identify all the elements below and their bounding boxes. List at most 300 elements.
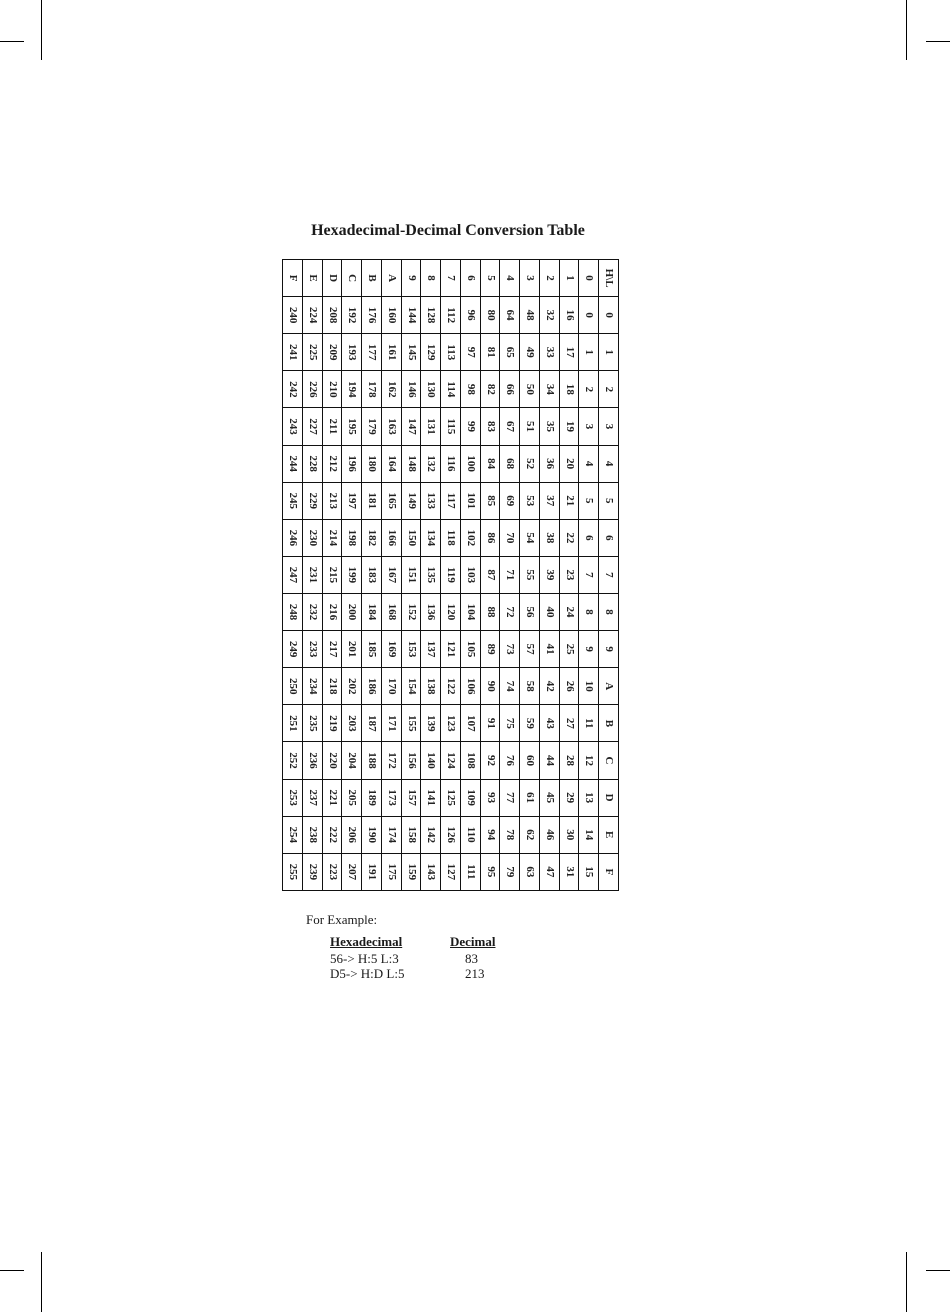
table-cell: 251 bbox=[283, 705, 303, 742]
table-cell: 122 bbox=[441, 668, 461, 705]
table-cell: 114 bbox=[441, 371, 461, 408]
table-cell: 108 bbox=[461, 742, 481, 779]
table-cell: 95 bbox=[480, 853, 500, 890]
table-cell: 73 bbox=[500, 631, 520, 668]
table-cell: 128 bbox=[421, 297, 441, 334]
row-header-cell: 1 bbox=[559, 260, 579, 297]
table-cell: 160 bbox=[382, 297, 402, 334]
col-header-cell: 8 bbox=[599, 593, 619, 630]
table-cell: 82 bbox=[480, 371, 500, 408]
table-cell: 30 bbox=[559, 816, 579, 853]
table-cell: 58 bbox=[520, 668, 540, 705]
table-cell: 245 bbox=[283, 482, 303, 519]
table-cell: 64 bbox=[500, 297, 520, 334]
table-cell: 10 bbox=[579, 668, 599, 705]
row-header-cell: C bbox=[342, 260, 362, 297]
table-cell: 144 bbox=[401, 297, 421, 334]
table-cell: 69 bbox=[500, 482, 520, 519]
table-cell: 174 bbox=[382, 816, 402, 853]
table-cell: 136 bbox=[421, 593, 441, 630]
table-cell: 23 bbox=[559, 556, 579, 593]
table-cell: 52 bbox=[520, 445, 540, 482]
table-cell: 255 bbox=[283, 853, 303, 890]
table-cell: 230 bbox=[303, 519, 323, 556]
table-cell: 45 bbox=[540, 779, 560, 816]
table-cell: 184 bbox=[362, 593, 382, 630]
table-cell: 49 bbox=[520, 334, 540, 371]
table-cell: 203 bbox=[342, 705, 362, 742]
row-header-cell: 8 bbox=[421, 260, 441, 297]
table-cell: 118 bbox=[441, 519, 461, 556]
table-cell: 220 bbox=[322, 742, 342, 779]
table-cell: 72 bbox=[500, 593, 520, 630]
table-cell: 167 bbox=[382, 556, 402, 593]
table-row bbox=[421, 260, 441, 891]
table-corner-cell: H\L bbox=[599, 260, 619, 297]
col-header-cell: 7 bbox=[599, 556, 619, 593]
table-cell: 109 bbox=[461, 779, 481, 816]
table-cell: 149 bbox=[401, 482, 421, 519]
example-dec-value: 213 bbox=[465, 966, 485, 981]
table-cell: 175 bbox=[382, 853, 402, 890]
table-cell: 222 bbox=[322, 816, 342, 853]
table-cell: 17 bbox=[559, 334, 579, 371]
row-header-cell: A bbox=[382, 260, 402, 297]
table-row bbox=[500, 260, 520, 891]
table-cell: 115 bbox=[441, 408, 461, 445]
table-cell: 197 bbox=[342, 482, 362, 519]
table-cell: 104 bbox=[461, 593, 481, 630]
table-cell: 111 bbox=[461, 853, 481, 890]
table-cell: 151 bbox=[401, 556, 421, 593]
table-cell: 157 bbox=[401, 779, 421, 816]
table-cell: 246 bbox=[283, 519, 303, 556]
table-cell: 61 bbox=[520, 779, 540, 816]
table-cell: 201 bbox=[342, 631, 362, 668]
table-cell: 102 bbox=[461, 519, 481, 556]
table-cell: 232 bbox=[303, 593, 323, 630]
page-title: Hexadecimal-Decimal Conversion Table bbox=[311, 222, 585, 239]
table-cell: 153 bbox=[401, 631, 421, 668]
table-cell: 113 bbox=[441, 334, 461, 371]
table-cell: 75 bbox=[500, 705, 520, 742]
table-cell: 231 bbox=[303, 556, 323, 593]
example-hex-column bbox=[330, 934, 405, 981]
table-cell: 193 bbox=[342, 334, 362, 371]
example-dec-column bbox=[450, 934, 495, 981]
table-cell: 134 bbox=[421, 519, 441, 556]
table-cell: 124 bbox=[441, 742, 461, 779]
table-cell: 137 bbox=[421, 631, 441, 668]
crop-mark bbox=[0, 41, 24, 42]
table-cell: 18 bbox=[559, 371, 579, 408]
row-header-cell: F bbox=[283, 260, 303, 297]
table-cell: 87 bbox=[480, 556, 500, 593]
table-cell: 48 bbox=[520, 297, 540, 334]
conversion-table bbox=[282, 259, 619, 891]
table-cell: 16 bbox=[559, 297, 579, 334]
table-cell: 146 bbox=[401, 371, 421, 408]
table-cell: 8 bbox=[579, 593, 599, 630]
table-cell: 172 bbox=[382, 742, 402, 779]
table-cell: 133 bbox=[421, 482, 441, 519]
col-header-cell: B bbox=[599, 705, 619, 742]
col-header-cell: 0 bbox=[599, 297, 619, 334]
table-cell: 235 bbox=[303, 705, 323, 742]
table-cell: 179 bbox=[362, 408, 382, 445]
table-cell: 99 bbox=[461, 408, 481, 445]
table-cell: 221 bbox=[322, 779, 342, 816]
table-cell: 154 bbox=[401, 668, 421, 705]
table-cell: 42 bbox=[540, 668, 560, 705]
table-cell: 41 bbox=[540, 631, 560, 668]
table-cell: 169 bbox=[382, 631, 402, 668]
table-cell: 2 bbox=[579, 371, 599, 408]
table-cell: 26 bbox=[559, 668, 579, 705]
table-cell: 5 bbox=[579, 482, 599, 519]
table-row bbox=[283, 260, 303, 891]
table-cell: 103 bbox=[461, 556, 481, 593]
table-cell: 135 bbox=[421, 556, 441, 593]
table-cell: 143 bbox=[421, 853, 441, 890]
table-cell: 46 bbox=[540, 816, 560, 853]
crop-mark bbox=[906, 1252, 907, 1312]
table-cell: 215 bbox=[322, 556, 342, 593]
table-cell: 50 bbox=[520, 371, 540, 408]
table-cell: 147 bbox=[401, 408, 421, 445]
table-cell: 110 bbox=[461, 816, 481, 853]
table-cell: 210 bbox=[322, 371, 342, 408]
table-cell: 138 bbox=[421, 668, 441, 705]
table-cell: 242 bbox=[283, 371, 303, 408]
table-cell: 158 bbox=[401, 816, 421, 853]
table-row bbox=[480, 260, 500, 891]
table-cell: 177 bbox=[362, 334, 382, 371]
table-cell: 126 bbox=[441, 816, 461, 853]
table-cell: 252 bbox=[283, 742, 303, 779]
table-cell: 12 bbox=[579, 742, 599, 779]
example-dec-header: Decimal bbox=[450, 934, 496, 949]
col-header-cell: 4 bbox=[599, 445, 619, 482]
crop-mark bbox=[906, 0, 907, 60]
table-cell: 92 bbox=[480, 742, 500, 779]
table-row bbox=[579, 260, 599, 891]
table-row bbox=[303, 260, 323, 891]
table-row bbox=[559, 260, 579, 891]
table-cell: 106 bbox=[461, 668, 481, 705]
col-header-cell: 6 bbox=[599, 519, 619, 556]
table-cell: 15 bbox=[579, 853, 599, 890]
table-cell: 241 bbox=[283, 334, 303, 371]
table-header-row bbox=[599, 260, 619, 891]
table-cell: 117 bbox=[441, 482, 461, 519]
row-header-cell: D bbox=[322, 260, 342, 297]
table-cell: 90 bbox=[480, 668, 500, 705]
table-row bbox=[520, 260, 540, 891]
table-row bbox=[382, 260, 402, 891]
table-cell: 205 bbox=[342, 779, 362, 816]
table-cell: 176 bbox=[362, 297, 382, 334]
table-cell: 39 bbox=[540, 556, 560, 593]
table-cell: 3 bbox=[579, 408, 599, 445]
table-cell: 6 bbox=[579, 519, 599, 556]
table-cell: 196 bbox=[342, 445, 362, 482]
table-cell: 249 bbox=[283, 631, 303, 668]
row-header-cell: 5 bbox=[480, 260, 500, 297]
table-cell: 63 bbox=[520, 853, 540, 890]
table-cell: 91 bbox=[480, 705, 500, 742]
table-row bbox=[342, 260, 362, 891]
example-label: For Example: bbox=[306, 912, 378, 927]
table-cell: 74 bbox=[500, 668, 520, 705]
table-cell: 209 bbox=[322, 334, 342, 371]
table-cell: 20 bbox=[559, 445, 579, 482]
table-cell: 119 bbox=[441, 556, 461, 593]
table-cell: 155 bbox=[401, 705, 421, 742]
table-cell: 38 bbox=[540, 519, 560, 556]
table-cell: 150 bbox=[401, 519, 421, 556]
table-cell: 198 bbox=[342, 519, 362, 556]
table-cell: 247 bbox=[283, 556, 303, 593]
table-cell: 140 bbox=[421, 742, 441, 779]
table-cell: 178 bbox=[362, 371, 382, 408]
table-cell: 127 bbox=[441, 853, 461, 890]
table-cell: 217 bbox=[322, 631, 342, 668]
row-header-cell: 2 bbox=[540, 260, 560, 297]
table-cell: 181 bbox=[362, 482, 382, 519]
table-cell: 24 bbox=[559, 593, 579, 630]
table-row bbox=[322, 260, 342, 891]
table-cell: 0 bbox=[579, 297, 599, 334]
table-row bbox=[441, 260, 461, 891]
col-header-cell: D bbox=[599, 779, 619, 816]
table-cell: 173 bbox=[382, 779, 402, 816]
table-cell: 84 bbox=[480, 445, 500, 482]
table-cell: 94 bbox=[480, 816, 500, 853]
table-cell: 100 bbox=[461, 445, 481, 482]
table-cell: 254 bbox=[283, 816, 303, 853]
table-cell: 105 bbox=[461, 631, 481, 668]
table-cell: 77 bbox=[500, 779, 520, 816]
col-header-cell: E bbox=[599, 816, 619, 853]
table-cell: 194 bbox=[342, 371, 362, 408]
table-cell: 142 bbox=[421, 816, 441, 853]
table-cell: 202 bbox=[342, 668, 362, 705]
table-cell: 161 bbox=[382, 334, 402, 371]
table-cell: 9 bbox=[579, 631, 599, 668]
crop-mark bbox=[41, 0, 42, 60]
table-cell: 192 bbox=[342, 297, 362, 334]
row-header-cell: 0 bbox=[579, 260, 599, 297]
table-cell: 244 bbox=[283, 445, 303, 482]
table-cell: 182 bbox=[362, 519, 382, 556]
table-cell: 67 bbox=[500, 408, 520, 445]
table-cell: 206 bbox=[342, 816, 362, 853]
col-header-cell: F bbox=[599, 853, 619, 890]
table-cell: 54 bbox=[520, 519, 540, 556]
table-cell: 55 bbox=[520, 556, 540, 593]
table-cell: 227 bbox=[303, 408, 323, 445]
table-cell: 40 bbox=[540, 593, 560, 630]
table-cell: 183 bbox=[362, 556, 382, 593]
table-cell: 148 bbox=[401, 445, 421, 482]
table-cell: 33 bbox=[540, 334, 560, 371]
table-cell: 145 bbox=[401, 334, 421, 371]
table-cell: 239 bbox=[303, 853, 323, 890]
row-header-cell: 7 bbox=[441, 260, 461, 297]
example-hex-value: D5-> H:D L:5 bbox=[330, 966, 405, 981]
table-cell: 229 bbox=[303, 482, 323, 519]
table-cell: 188 bbox=[362, 742, 382, 779]
table-cell: 163 bbox=[382, 408, 402, 445]
table-cell: 112 bbox=[441, 297, 461, 334]
table-cell: 190 bbox=[362, 816, 382, 853]
table-cell: 219 bbox=[322, 705, 342, 742]
table-cell: 199 bbox=[342, 556, 362, 593]
table-cell: 156 bbox=[401, 742, 421, 779]
col-header-cell: A bbox=[599, 668, 619, 705]
table-cell: 97 bbox=[461, 334, 481, 371]
table-cell: 224 bbox=[303, 297, 323, 334]
col-header-cell: 5 bbox=[599, 482, 619, 519]
table-cell: 125 bbox=[441, 779, 461, 816]
table-cell: 213 bbox=[322, 482, 342, 519]
table-cell: 44 bbox=[540, 742, 560, 779]
table-cell: 29 bbox=[559, 779, 579, 816]
table-cell: 218 bbox=[322, 668, 342, 705]
table-cell: 56 bbox=[520, 593, 540, 630]
table-cell: 216 bbox=[322, 593, 342, 630]
table-cell: 171 bbox=[382, 705, 402, 742]
table-cell: 186 bbox=[362, 668, 382, 705]
table-cell: 236 bbox=[303, 742, 323, 779]
table-cell: 62 bbox=[520, 816, 540, 853]
table-cell: 14 bbox=[579, 816, 599, 853]
table-cell: 191 bbox=[362, 853, 382, 890]
table-cell: 120 bbox=[441, 593, 461, 630]
table-cell: 240 bbox=[283, 297, 303, 334]
table-cell: 139 bbox=[421, 705, 441, 742]
table-cell: 101 bbox=[461, 482, 481, 519]
table-cell: 22 bbox=[559, 519, 579, 556]
table-cell: 165 bbox=[382, 482, 402, 519]
table-cell: 37 bbox=[540, 482, 560, 519]
table-cell: 243 bbox=[283, 408, 303, 445]
table-cell: 226 bbox=[303, 371, 323, 408]
table-cell: 185 bbox=[362, 631, 382, 668]
table-cell: 79 bbox=[500, 853, 520, 890]
table-cell: 129 bbox=[421, 334, 441, 371]
table-cell: 141 bbox=[421, 779, 441, 816]
table-cell: 34 bbox=[540, 371, 560, 408]
table-cell: 76 bbox=[500, 742, 520, 779]
row-header-cell: 6 bbox=[461, 260, 481, 297]
col-header-cell: C bbox=[599, 742, 619, 779]
table-cell: 225 bbox=[303, 334, 323, 371]
table-cell: 159 bbox=[401, 853, 421, 890]
table-row bbox=[540, 260, 560, 891]
table-cell: 166 bbox=[382, 519, 402, 556]
table-cell: 81 bbox=[480, 334, 500, 371]
row-header-cell: 4 bbox=[500, 260, 520, 297]
table-cell: 121 bbox=[441, 631, 461, 668]
table-cell: 53 bbox=[520, 482, 540, 519]
table-cell: 164 bbox=[382, 445, 402, 482]
table-cell: 71 bbox=[500, 556, 520, 593]
col-header-cell: 1 bbox=[599, 334, 619, 371]
table-row bbox=[401, 260, 421, 891]
table-cell: 88 bbox=[480, 593, 500, 630]
table-cell: 107 bbox=[461, 705, 481, 742]
table-cell: 187 bbox=[362, 705, 382, 742]
table-cell: 132 bbox=[421, 445, 441, 482]
row-header-cell: E bbox=[303, 260, 323, 297]
table-cell: 7 bbox=[579, 556, 599, 593]
table-cell: 70 bbox=[500, 519, 520, 556]
crop-mark bbox=[0, 1270, 24, 1271]
table-cell: 253 bbox=[283, 779, 303, 816]
table-cell: 43 bbox=[540, 705, 560, 742]
table-cell: 27 bbox=[559, 705, 579, 742]
table-cell: 238 bbox=[303, 816, 323, 853]
table-cell: 168 bbox=[382, 593, 402, 630]
table-cell: 237 bbox=[303, 779, 323, 816]
table-cell: 59 bbox=[520, 705, 540, 742]
table-cell: 32 bbox=[540, 297, 560, 334]
table-cell: 162 bbox=[382, 371, 402, 408]
table-cell: 212 bbox=[322, 445, 342, 482]
table-cell: 60 bbox=[520, 742, 540, 779]
table-cell: 233 bbox=[303, 631, 323, 668]
table-cell: 211 bbox=[322, 408, 342, 445]
table-cell: 19 bbox=[559, 408, 579, 445]
col-header-cell: 9 bbox=[599, 631, 619, 668]
table-cell: 28 bbox=[559, 742, 579, 779]
table-cell: 207 bbox=[342, 853, 362, 890]
col-header-cell: 2 bbox=[599, 371, 619, 408]
table-cell: 31 bbox=[559, 853, 579, 890]
table-cell: 130 bbox=[421, 371, 441, 408]
crop-mark bbox=[926, 41, 950, 42]
table-cell: 195 bbox=[342, 408, 362, 445]
table-row bbox=[362, 260, 382, 891]
col-header-cell: 3 bbox=[599, 408, 619, 445]
table-cell: 1 bbox=[579, 334, 599, 371]
table-cell: 68 bbox=[500, 445, 520, 482]
table-cell: 86 bbox=[480, 519, 500, 556]
crop-mark bbox=[926, 1270, 950, 1271]
table-cell: 131 bbox=[421, 408, 441, 445]
table-cell: 204 bbox=[342, 742, 362, 779]
table-cell: 152 bbox=[401, 593, 421, 630]
table-cell: 123 bbox=[441, 705, 461, 742]
table-cell: 180 bbox=[362, 445, 382, 482]
table-row bbox=[461, 260, 481, 891]
table-cell: 83 bbox=[480, 408, 500, 445]
table-cell: 78 bbox=[500, 816, 520, 853]
table-cell: 13 bbox=[579, 779, 599, 816]
table-cell: 89 bbox=[480, 631, 500, 668]
table-cell: 189 bbox=[362, 779, 382, 816]
table-cell: 96 bbox=[461, 297, 481, 334]
table-cell: 11 bbox=[579, 705, 599, 742]
table-cell: 35 bbox=[540, 408, 560, 445]
table-cell: 250 bbox=[283, 668, 303, 705]
example-hex-header: Hexadecimal bbox=[330, 934, 403, 949]
table-cell: 223 bbox=[322, 853, 342, 890]
table-cell: 25 bbox=[559, 631, 579, 668]
example-dec-value: 83 bbox=[465, 951, 478, 966]
